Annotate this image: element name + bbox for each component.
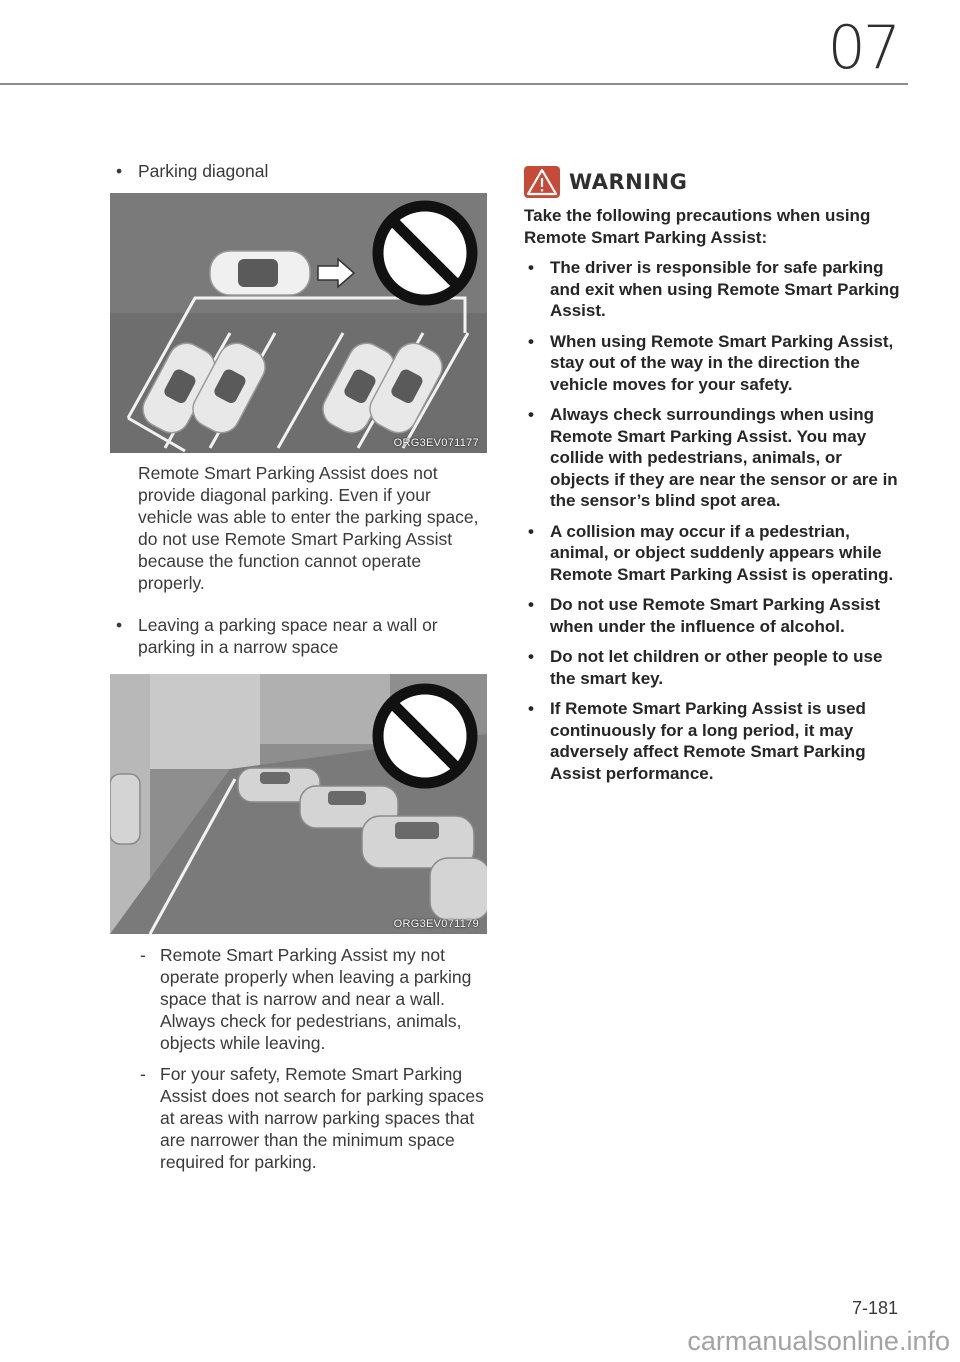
bullet-parking-diagonal [110,160,488,182]
dash-marker: - [140,1064,146,1084]
figure-code: ORG3EV071179 [393,918,479,930]
bullet-text: Leaving a parking space near a wall or parking in a narrow space [138,615,438,657]
bullet-narrow-space [110,614,488,658]
subitem-narrow-wall [110,944,488,1054]
header-divider [0,83,908,85]
bullet-dot: • [116,161,123,181]
warning-item-text: Do not let children or other people to use the smart key. [550,647,883,688]
warning-item [524,594,904,637]
subitem-text: Remote Smart Parking Assist my not operate properly when leaving a parking space that is narrow and near a wall. Always check for pedestrians, animals, objects while leaving. [160,945,472,1053]
diagonal-parking-illustration [110,193,487,453]
warning-item-text: A collision may occur if a pedestrian, animal, or object suddenly appears while Remote Smart Parking Assist is operating. [550,521,894,584]
warning-item-text: If Remote Smart Parking Assist is used continuously for a long period, it may adversely affect Remote Smart Parking Assist performance. [550,699,866,783]
warning-item-text: When using Remote Smart Parking Assist, stay out of the way in the direction the vehicle moves for your safety. [550,331,894,394]
warning-intro: Take the following precautions when using Remote Smart Parking Assist: [524,206,871,247]
warning-item [524,521,904,586]
warning-item [524,331,904,396]
bullet-dot: • [528,405,534,424]
chapter-number: 07 [827,13,898,83]
dash-marker: - [140,945,146,965]
bullet-dot: • [116,615,123,635]
bullet-dot: • [528,647,534,666]
bullet-dot: • [528,595,534,614]
warning-item [524,257,904,322]
subitem-text: For your safety, Remote Smart Parking Assist does not search for parking spaces at areas with narrow parking spaces that are narrower than the minimum space required for parking. [160,1064,484,1172]
bullet-dot: • [528,699,534,718]
left-column [110,160,488,1173]
warning-header [524,165,904,199]
bullet-dot: • [528,521,534,541]
page-number: 7-181 [851,1298,898,1318]
warning-title: WARNING [569,170,688,194]
watermark: carmanualsonline.info [687,1326,950,1356]
figure-code: ORG3EV071177 [393,437,479,449]
diagonal-parking-caption: Remote Smart Parking Assist does not provide diagonal parking. Even if your vehicle was able to enter the parking space, do not use Remote Smart Parking Assist because the function cannot operate properly. [138,463,479,593]
warning-item-text: The driver is responsible for safe parking and exit when using Remote Smart Parking Assist. [550,258,900,320]
bullet-text: Parking diagonal [138,161,269,181]
warning-item [524,404,904,512]
warning-item [524,646,904,689]
narrow-space-illustration [110,674,487,934]
warning-item [524,698,904,784]
warning-item-text: Always check surroundings when using Remote Smart Parking Assist. You may collide with pedestrians, animals, or objects if they are near the sensor or are in the sensor’s blind spot area. [550,405,898,510]
bullet-dot: • [528,258,534,277]
bullet-dot: • [528,331,534,351]
subitem-narrow-spaces [110,1063,488,1173]
warning-item-text: Do not use Remote Smart Parking Assist when under the influence of alcohol. [550,595,881,636]
warning-box [524,165,904,784]
warning-triangle-icon [524,166,560,198]
